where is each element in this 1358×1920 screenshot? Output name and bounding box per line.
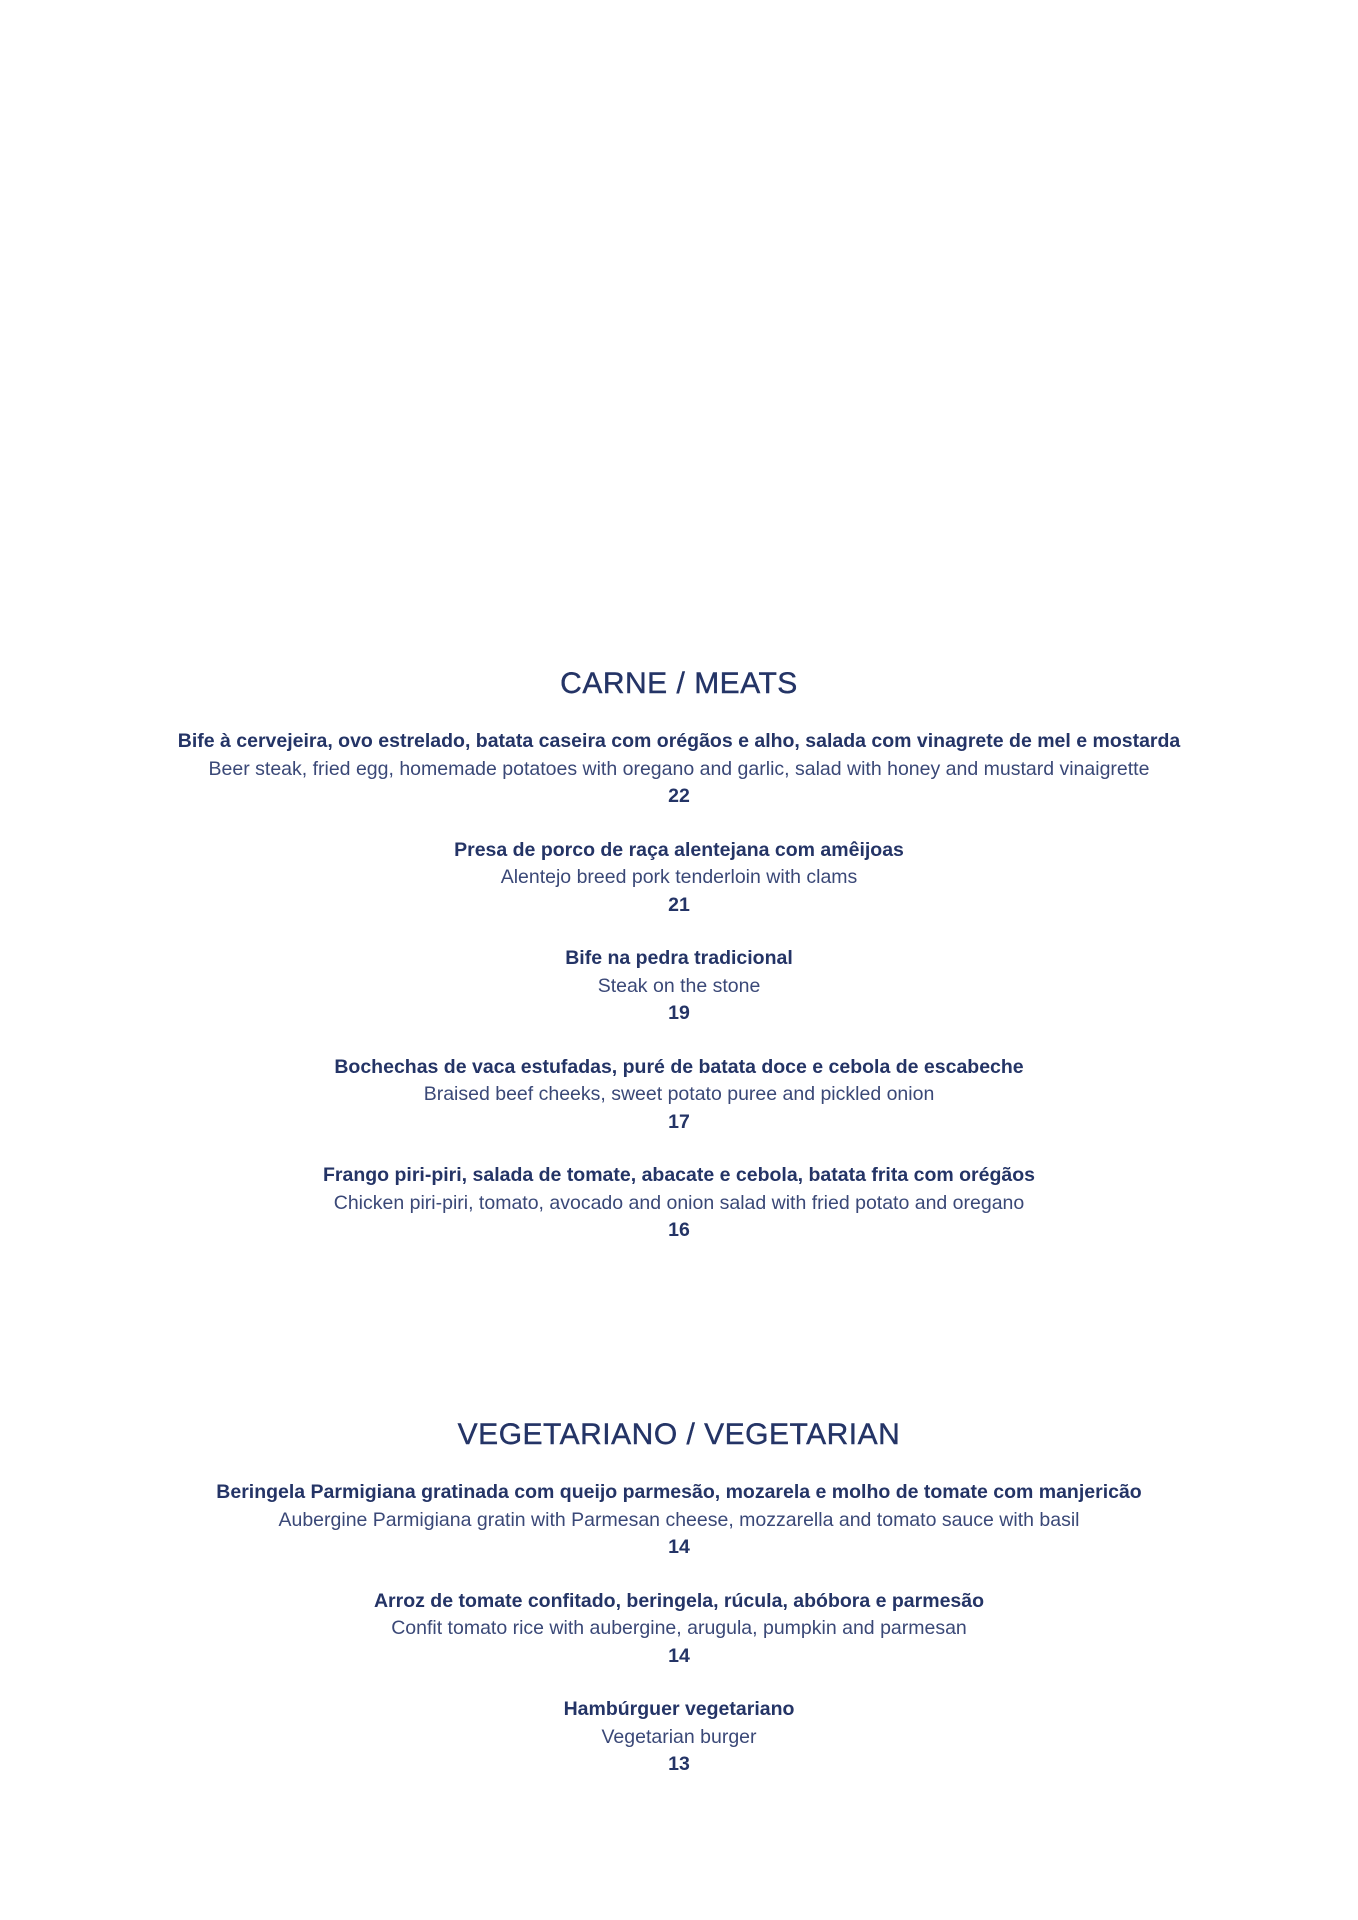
dish-name-pt: Bife à cervejeira, ovo estrelado, batata caseira com orégãos e alho, salada com vinagrete de mel e mostarda bbox=[177, 730, 1181, 752]
dish-name-pt: Arroz de tomate confitado, beringela, rúcula, abóbora e parmesão bbox=[373, 1589, 985, 1612]
dish-price: 17 bbox=[668, 1110, 690, 1133]
dish-name-pt: Hambúrguer vegetariano bbox=[563, 1698, 795, 1720]
section-title: VEGETARIANO / VEGETARIAN bbox=[457, 1418, 901, 1451]
menu-item bbox=[0, 1479, 1358, 1562]
dish-price: 16 bbox=[668, 1219, 690, 1241]
menu-item bbox=[0, 837, 1358, 920]
meats-section bbox=[0, 662, 1358, 1271]
dish-name-pt: Presa de porco de raça alentejana com amêijoas bbox=[454, 838, 904, 861]
dish-price: 13 bbox=[668, 1753, 690, 1775]
vegetarian-section bbox=[0, 1413, 1358, 1805]
dish-price: 19 bbox=[668, 1002, 690, 1024]
menu-item bbox=[0, 1588, 1358, 1671]
dish-name-en: Confit tomato rice with aubergine, arugula, pumpkin and parmesan bbox=[391, 1617, 967, 1639]
menu-item bbox=[0, 728, 1358, 811]
dish-name-pt: Beringela Parmigiana gratinada com queijo parmesão, mozarela e molho de tomate com manjericão bbox=[216, 1481, 1142, 1503]
menu-item bbox=[0, 945, 1358, 1028]
dish-name-en: Steak on the stone bbox=[597, 974, 761, 997]
menu-item bbox=[0, 1162, 1358, 1245]
dish-price: 22 bbox=[668, 785, 690, 807]
dish-name-en: Beer steak, fried egg, homemade potatoes with oregano and garlic, salad with honey and mustard vinaigrette bbox=[208, 757, 1150, 780]
dish-name-en: Alentejo breed pork tenderloin with clams bbox=[500, 866, 858, 888]
menu-item bbox=[0, 1696, 1358, 1779]
dish-price: 14 bbox=[668, 1644, 690, 1667]
dish-name-en: Vegetarian burger bbox=[601, 1725, 757, 1748]
dish-name-pt: Bochechas de vaca estufadas, puré de batata doce e cebola de escabeche bbox=[334, 1055, 1024, 1078]
dish-name-pt: Frango piri-piri, salada de tomate, abacate e cebola, batata frita com orégãos bbox=[323, 1164, 1035, 1186]
dish-name-en: Aubergine Parmigiana gratin with Parmesan cheese, mozzarella and tomato sauce with basil bbox=[278, 1508, 1080, 1531]
dish-price: 21 bbox=[668, 893, 690, 916]
dish-price: 14 bbox=[668, 1536, 690, 1558]
section-title: CARNE / MEATS bbox=[560, 667, 798, 700]
menu-item bbox=[0, 1054, 1358, 1137]
dish-name-pt: Bife na pedra tradicional bbox=[565, 947, 793, 969]
dish-name-en: Braised beef cheeks, sweet potato puree and pickled onion bbox=[423, 1083, 935, 1105]
dish-name-en: Chicken piri-piri, tomato, avocado and onion salad with fried potato and oregano bbox=[333, 1191, 1025, 1214]
